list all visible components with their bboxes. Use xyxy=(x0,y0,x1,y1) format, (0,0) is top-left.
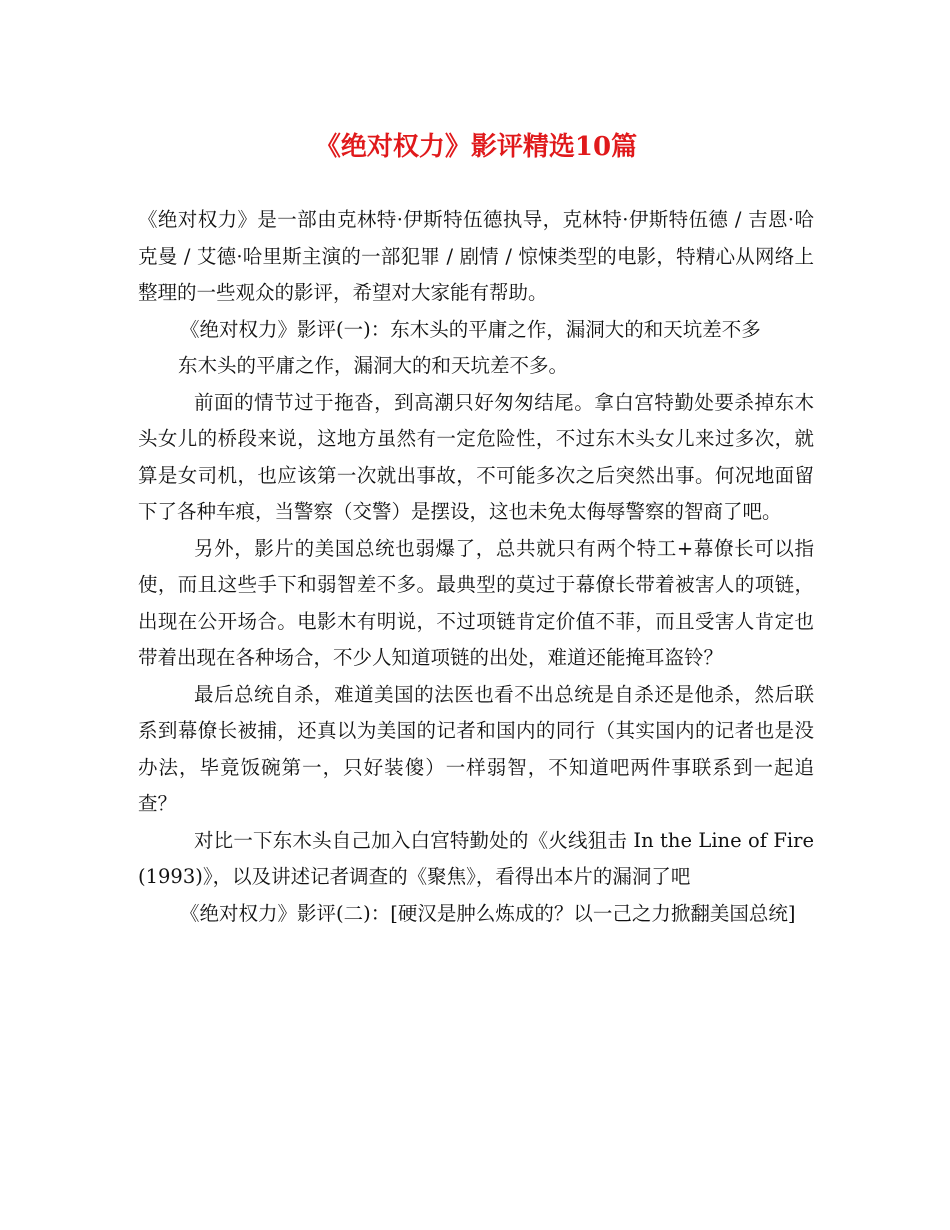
intro-paragraph: 《绝对权力》是一部由克林特·伊斯特伍德执导，克林特·伊斯特伍德 / 吉恩·哈克曼 / 艾德·哈里斯主演的一部犯罪 / 剧情 / 惊悚类型的电影，特精心从网络上整理的一些观众的影评，希望对大家能有帮助。 xyxy=(138,208,814,304)
review-1-paragraph: 前面的情节过于拖沓，到高潮只好匆匆结尾。拿白宫特勤处要杀掉东木头女儿的桥段来说，这地方虽然有一定危险性，不过东木头女儿来过多次，就算是女司机，也应该第一次就出事故，不可能多次之后突然出事。何况地面留下了各种车痕，当警察（交警）是摆设，这也未免太侮辱警察的智商了吧。 xyxy=(138,390,814,523)
review-1-paragraph: 最后总统自杀，难道美国的法医也看不出总统是自杀还是他杀，然后联系到幕僚长被捕，还真以为美国的记者和国内的同行（其实国内的记者也是没办法，毕竟饭碗第一，只好装傻）一样弱智，不知道吧两件事联系到一起追查？ xyxy=(138,682,814,815)
review-1-heading: 《绝对权力》影评(一)：东木头的平庸之作，漏洞大的和天坑差不多 xyxy=(180,317,761,341)
review-1-paragraph: 另外，影片的美国总统也弱爆了，总共就只有两个特工+幕僚长可以指使，而且这些手下和弱智差不多。最典型的莫过于幕僚长带着被害人的项链，出现在公开场合。电影木有明说，不过项链肯定价值不菲，而且受害人肯定也带着出现在各种场合，不少人知道项链的出处，难道还能掩耳盗铃？ xyxy=(138,536,814,669)
review-2-heading: 《绝对权力》影评(二)：[硬汉是肿么炼成的？以一己之力掀翻美国总统] xyxy=(180,901,796,925)
document-body xyxy=(138,202,814,932)
review-1-summary: 东木头的平庸之作，漏洞大的和天坑差不多。 xyxy=(178,354,569,377)
review-1-paragraph: 对比一下东木头自己加入白宫特勤处的《火线狙击 In the Line of Fire (1993)》，以及讲述记者调查的《聚焦》，看得出本片的漏洞了吧 xyxy=(138,828,814,888)
document-title: 《绝对权力》影评精选10篇 xyxy=(314,132,638,162)
